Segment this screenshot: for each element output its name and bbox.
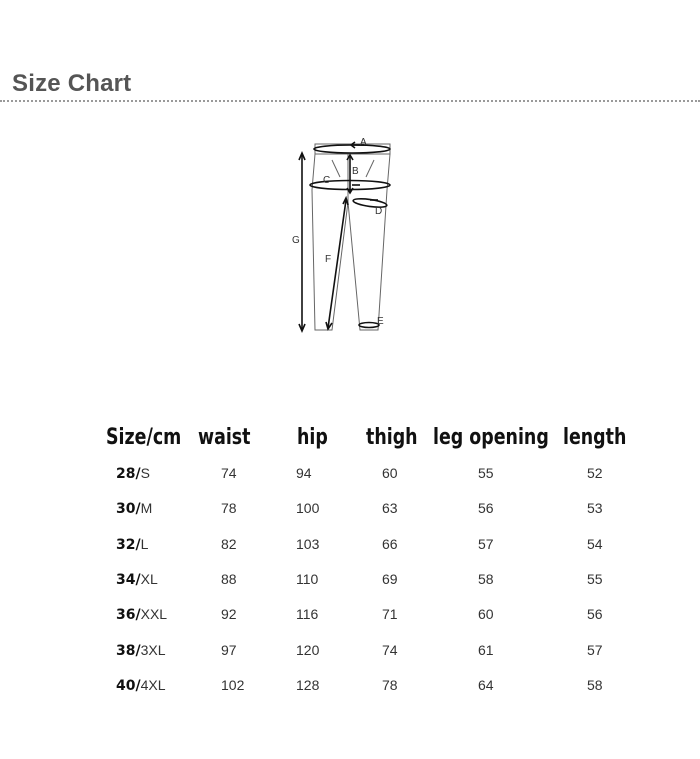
cell-waist: 82 (221, 536, 237, 552)
cell-size (116, 536, 148, 553)
size-letter: XL (140, 571, 158, 587)
cell-size (116, 677, 166, 694)
size-number: 34/ (116, 572, 141, 588)
cell-size (116, 465, 150, 482)
cell-thigh: 63 (382, 500, 398, 516)
cell-hip: 103 (296, 536, 320, 552)
cell-hip: 110 (296, 571, 319, 587)
label-f: F (325, 254, 332, 265)
cell-waist: 88 (221, 571, 237, 587)
cell-hip: 100 (296, 500, 320, 516)
cell-hip: 94 (296, 465, 312, 481)
cell-size (116, 606, 167, 623)
size-letter: 4XL (140, 677, 166, 693)
label-e: E (377, 316, 384, 327)
cell-hip: 116 (296, 606, 319, 622)
header-thigh: thigh (366, 425, 418, 450)
cell-size (116, 642, 166, 659)
label-c: C (323, 175, 331, 186)
cell-waist: 74 (221, 465, 237, 481)
size-letter: L (140, 536, 149, 552)
size-number: 30/ (116, 501, 141, 517)
cell-leg-opening: 60 (478, 606, 494, 622)
size-number: 28/ (116, 466, 141, 482)
cell-size (116, 571, 158, 588)
size-number: 36/ (116, 607, 141, 623)
cell-thigh: 66 (382, 536, 398, 552)
header-leg-opening: leg opening (433, 425, 549, 450)
pants-measurement-diagram (282, 132, 412, 342)
dotted-divider (0, 100, 700, 102)
cell-waist: 78 (221, 500, 237, 516)
cell-thigh: 71 (382, 606, 398, 622)
header-size: Size/cm (106, 425, 182, 450)
size-number: 38/ (116, 643, 141, 659)
label-b: B (352, 166, 359, 177)
header-length: length (563, 425, 627, 450)
header-waist: waist (198, 425, 251, 450)
size-number: 32/ (116, 537, 141, 553)
cell-leg-opening: 56 (478, 500, 494, 516)
cell-leg-opening: 55 (478, 465, 494, 481)
size-letter: 3XL (140, 642, 166, 658)
size-letter: M (140, 500, 153, 516)
cell-size (116, 500, 152, 517)
label-a: A (360, 137, 367, 148)
size-letter: S (140, 465, 150, 481)
cell-length: 53 (587, 500, 603, 516)
label-d: D (375, 206, 383, 217)
cell-length: 55 (587, 571, 603, 587)
cell-length: 58 (587, 677, 603, 693)
page-title: Size Chart (12, 70, 132, 97)
cell-length: 56 (587, 606, 603, 622)
cell-thigh: 78 (382, 677, 398, 693)
cell-waist: 102 (221, 677, 245, 693)
cell-length: 52 (587, 465, 603, 481)
cell-thigh: 60 (382, 465, 398, 481)
label-g: G (292, 235, 300, 246)
cell-thigh: 74 (382, 642, 398, 658)
header-hip: hip (297, 425, 328, 450)
size-number: 40/ (116, 678, 141, 694)
cell-leg-opening: 58 (478, 571, 494, 587)
cell-thigh: 69 (382, 571, 398, 587)
cell-length: 57 (587, 642, 603, 658)
cell-leg-opening: 64 (478, 677, 494, 693)
size-letter: XXL (140, 606, 168, 622)
cell-leg-opening: 61 (478, 642, 494, 658)
cell-hip: 120 (296, 642, 320, 658)
cell-waist: 97 (221, 642, 237, 658)
cell-length: 54 (587, 536, 603, 552)
cell-leg-opening: 57 (478, 536, 494, 552)
cell-hip: 128 (296, 677, 320, 693)
cell-waist: 92 (221, 606, 237, 622)
